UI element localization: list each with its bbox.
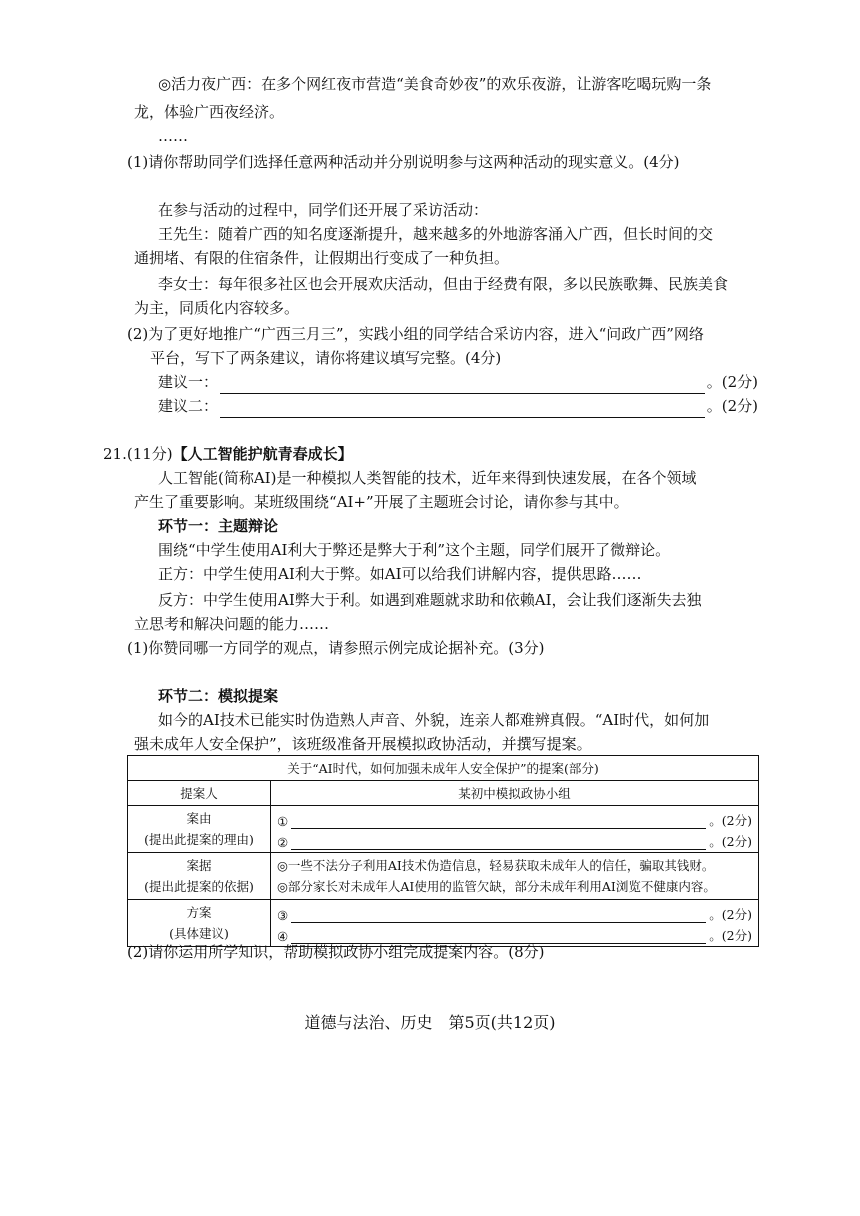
section-1-title: 环节一：主题辩论 xyxy=(158,517,279,535)
question-20-2-line-1: (2)为了更好地推广“广西三月三”，实践小组的同学结合采访内容，进入“问政广西”网络 xyxy=(127,325,704,343)
reason-row-2 xyxy=(277,829,752,850)
q21-intro-line-1: 人工智能(简称AI)是一种模拟人类智能的技术，近年来得到快速发展，在各个领域 xyxy=(158,469,697,487)
li-line-1: 李女士：每年很多社区也会开展欢庆活动，但由于经费有限，多以民族歌舞、民族美食 xyxy=(158,275,729,293)
plan-score-4: 。(2分) xyxy=(709,928,752,943)
reason-mark-2: ② xyxy=(277,835,289,850)
page-footer: 道德与法治、历史 第5页(共12页) xyxy=(304,1013,556,1032)
suggestion-1-score: 。(2分) xyxy=(706,373,758,391)
reason-score-2: 。(2分) xyxy=(709,834,752,849)
reason-blank-1[interactable] xyxy=(291,813,706,829)
plan-mark-3: ③ xyxy=(277,908,289,923)
ellipsis: …… xyxy=(158,127,188,145)
plan-label: 方案 xyxy=(186,905,212,920)
section-2-title: 环节二：模拟提案 xyxy=(158,687,279,705)
plan-sublabel: (具体建议) xyxy=(169,926,229,941)
basis-text-1: ◎一些不法分子利用AI技术伪造信息，轻易获取未成年人的信任，骗取其钱财。 xyxy=(277,858,715,873)
suggestion-1-label: 建议一： xyxy=(158,373,219,391)
reason-answer-cell xyxy=(271,806,759,853)
question-21-title: 【人工智能护航青春成长】 xyxy=(172,445,353,463)
question-21-number: 21.(11分) xyxy=(103,445,173,463)
basis-label-cell xyxy=(128,853,271,900)
suggestion-2-row xyxy=(158,394,758,418)
activity-line-2: 龙，体验广西夜经济。 xyxy=(134,103,285,121)
reason-label: 案由 xyxy=(186,811,212,826)
question-21-1: (1)你赞同哪一方同学的观点，请参照示例完成论据补充。(3分) xyxy=(127,639,545,657)
question-20-2-line-2: 平台，写下了两条建议，请你将建议填写完整。(4分) xyxy=(150,349,502,367)
proposer-label: 提案人 xyxy=(128,781,271,806)
suggestion-1-blank[interactable] xyxy=(220,375,705,394)
q21-intro-line-2: 产生了重要影响。某班级围绕“AI+”开展了主题班会讨论，请你参与其中。 xyxy=(134,493,629,511)
plan-row-3 xyxy=(277,902,752,923)
li-line-2: 为主，同质化内容较多。 xyxy=(134,299,300,317)
suggestion-2-blank[interactable] xyxy=(220,399,705,418)
reason-label-cell xyxy=(128,806,271,853)
reason-sublabel: (提出此提案的理由) xyxy=(144,832,254,847)
wang-line-1: 王先生：随着广西的知名度逐渐提升，越来越多的外地游客涌入广西，但长时间的交 xyxy=(158,225,714,243)
suggestion-1-row xyxy=(158,370,758,394)
plan-mark-4: ④ xyxy=(277,929,289,944)
interview-intro: 在参与活动的过程中，同学们还开展了采访活动： xyxy=(158,201,489,219)
suggestion-2-score: 。(2分) xyxy=(706,397,758,415)
basis-label: 案据 xyxy=(186,858,212,873)
wang-line-2: 通拥堵、有限的住宿条件，让假期出行变成了一种负担。 xyxy=(134,249,510,267)
reason-score-1: 。(2分) xyxy=(709,813,752,828)
basis-sublabel: (提出此提案的依据) xyxy=(144,879,254,894)
proposer-value: 某初中模拟政协小组 xyxy=(271,781,759,806)
basis-text-cell xyxy=(271,853,759,900)
plan-score-3: 。(2分) xyxy=(709,907,752,922)
reason-row-1 xyxy=(277,808,752,829)
proposal-table xyxy=(127,755,759,947)
activity-line-1: ◎活力夜广西：在多个网红夜市营造“美食奇妙夜”的欢乐夜游，让游客吃喝玩购一条 xyxy=(158,75,712,93)
section-2-line-1: 如今的AI技术已能实时伪造熟人声音、外貌，连亲人都难辨真假。“AI时代，如何加 xyxy=(158,711,710,729)
section-1-line-1: 围绕“中学生使用AI利大于弊还是弊大于利”这个主题，同学们展开了微辩论。 xyxy=(158,541,671,559)
reason-blank-2[interactable] xyxy=(291,834,706,850)
basis-text-2: ◎部分家长对未成年人AI使用的监管欠缺，部分未成年利用AI浏览不健康内容。 xyxy=(277,879,716,894)
section-2-line-2: 强未成年人安全保护”，该班级准备开展模拟政协活动，并撰写提案。 xyxy=(134,735,592,753)
reason-mark-1: ① xyxy=(277,814,289,829)
question-21-2: (2)请你运用所学知识，帮助模拟政协小组完成提案内容。(8分) xyxy=(127,943,545,961)
pro-side-line: 正方：中学生使用AI利大于弊。如AI可以给我们讲解内容，提供思路…… xyxy=(158,565,642,583)
question-20-1: (1)请你帮助同学们选择任意两种活动并分别说明参与这两种活动的现实意义。(4分) xyxy=(127,153,680,171)
con-side-line-2: 立思考和解决问题的能力…… xyxy=(134,615,330,633)
suggestion-2-label: 建议二： xyxy=(158,397,219,415)
proposal-table-caption: 关于“AI时代，如何加强未成年人安全保护”的提案(部分) xyxy=(128,756,759,781)
plan-blank-3[interactable] xyxy=(291,907,706,923)
question-21-header xyxy=(103,442,353,466)
con-side-line-1: 反方：中学生使用AI弊大于利。如遇到难题就求助和依赖AI，会让我们逐渐失去独 xyxy=(158,591,702,609)
